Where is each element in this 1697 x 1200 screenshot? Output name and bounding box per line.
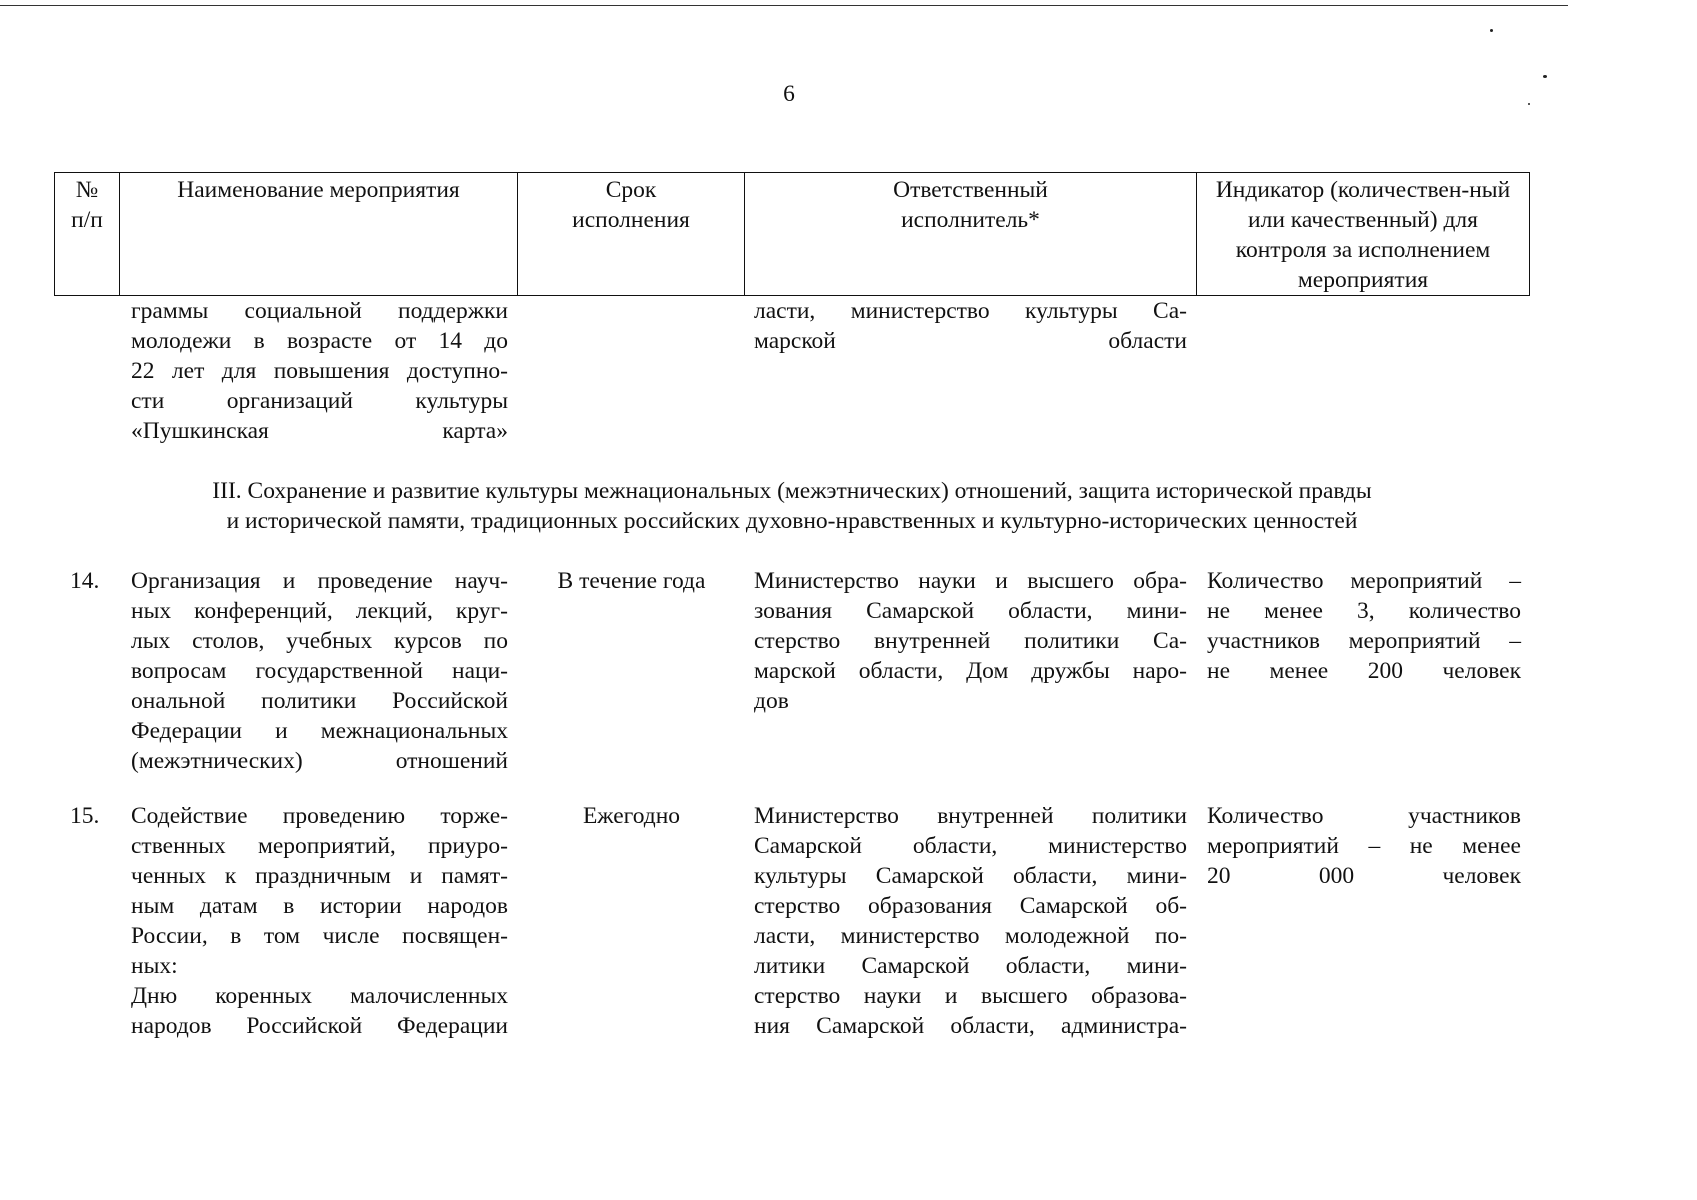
text-line: культуры Самарской области, мини- bbox=[754, 863, 1187, 889]
top-rule bbox=[0, 5, 1568, 6]
text-line: граммы социальной поддержки bbox=[131, 298, 508, 324]
text-line: Организация и проведение науч- bbox=[131, 568, 508, 594]
text-line: России, в том числе посвящен- bbox=[131, 923, 508, 949]
text-line: ния Самарской области, администра- bbox=[754, 1013, 1187, 1039]
row-14-term: В течение года bbox=[557, 568, 706, 594]
text-line: Количество мероприятий – bbox=[1207, 568, 1521, 594]
header-name: Наименование мероприятия bbox=[120, 173, 518, 296]
continuation-responsible bbox=[754, 296, 1187, 356]
row-15-name bbox=[131, 801, 508, 1041]
text-line: «Пушкинская карта» bbox=[131, 418, 508, 444]
text-line: ласти, министерство культуры Са- bbox=[754, 298, 1187, 324]
header-indicator: Индикатор (количествен-ный или качественный) для контроля за исполнением мероприятия bbox=[1197, 173, 1530, 296]
row-15-num: 15. bbox=[70, 803, 100, 829]
row-14-indicator bbox=[1207, 566, 1521, 686]
section-heading bbox=[54, 476, 1530, 536]
text-line: стерство образования Самарской об- bbox=[754, 893, 1187, 919]
text-line: стерство науки и высшего образова- bbox=[754, 983, 1187, 1009]
section-heading-line: III. Сохранение и развитие культуры межнациональных (межэтнических) отношений, защита исторической правды bbox=[212, 478, 1372, 504]
header-term: Срок исполнения bbox=[518, 173, 745, 296]
text-line: 20 000 человек bbox=[1207, 863, 1521, 889]
header-num: № п/п bbox=[55, 173, 120, 296]
text-line: марской области, Дом дружбы наро- bbox=[754, 658, 1187, 684]
text-line: ональной политики Российской bbox=[131, 688, 508, 714]
text-line: Самарской области, министерство bbox=[754, 833, 1187, 859]
text-line: не менее 3, количество bbox=[1207, 598, 1521, 624]
text-line: народов Российской Федерации bbox=[131, 1013, 508, 1039]
row-15-responsible bbox=[754, 801, 1187, 1041]
text-line: литики Самарской области, мини- bbox=[754, 953, 1187, 979]
text-line: Количество участников bbox=[1207, 803, 1521, 829]
text-line: ченных к праздничным и памят- bbox=[131, 863, 508, 889]
text-line: марской области bbox=[754, 328, 1187, 354]
text-line: Содействие проведению торже- bbox=[131, 803, 508, 829]
header-responsible: Ответственный исполнитель* bbox=[745, 173, 1197, 296]
text-line: Министерство науки и высшего обра- bbox=[754, 568, 1187, 594]
table-header bbox=[54, 172, 1530, 296]
section-heading-line: и исторической памяти, традиционных российских духовно-нравственных и культурно-исторических ценностей bbox=[226, 508, 1358, 534]
text-line: сти организаций культуры bbox=[131, 388, 508, 414]
text-line: ласти, министерство молодежной по- bbox=[754, 923, 1187, 949]
row-14-name bbox=[131, 566, 508, 776]
text-line: Министерство внутренней политики bbox=[754, 803, 1187, 829]
row-14-responsible bbox=[754, 566, 1187, 716]
text-line: участников мероприятий – bbox=[1207, 628, 1521, 654]
text-line: Дню коренных малочисленных bbox=[131, 983, 508, 1009]
text-line: мероприятий – не менее bbox=[1207, 833, 1521, 859]
row-15-indicator bbox=[1207, 801, 1521, 891]
scan-speck bbox=[1490, 29, 1493, 32]
text-line: дов bbox=[754, 688, 789, 714]
text-line: 22 лет для повышения доступно- bbox=[131, 358, 508, 384]
text-line: не менее 200 человек bbox=[1207, 658, 1521, 684]
text-line: молодежи в возрасте от 14 до bbox=[131, 328, 508, 354]
text-line: стерство внутренней политики Са- bbox=[754, 628, 1187, 654]
scan-speck bbox=[1543, 75, 1547, 78]
text-line: вопросам государственной наци- bbox=[131, 658, 508, 684]
text-line: лых столов, учебных курсов по bbox=[131, 628, 508, 654]
row-15-term: Ежегодно bbox=[582, 803, 681, 829]
continuation-name bbox=[131, 296, 508, 446]
text-line: Федерации и межнациональных bbox=[131, 718, 508, 744]
text-line: ных: bbox=[131, 953, 178, 979]
text-line: ным датам в истории народов bbox=[131, 893, 508, 919]
text-line: (межэтнических) отношений bbox=[131, 748, 508, 774]
row-14-num: 14. bbox=[70, 568, 100, 594]
page-number: 6 bbox=[783, 81, 795, 107]
text-line: зования Самарской области, мини- bbox=[754, 598, 1187, 624]
text-line: ственных мероприятий, приуро- bbox=[131, 833, 508, 859]
text-line: ных конференций, лекций, круг- bbox=[131, 598, 508, 624]
